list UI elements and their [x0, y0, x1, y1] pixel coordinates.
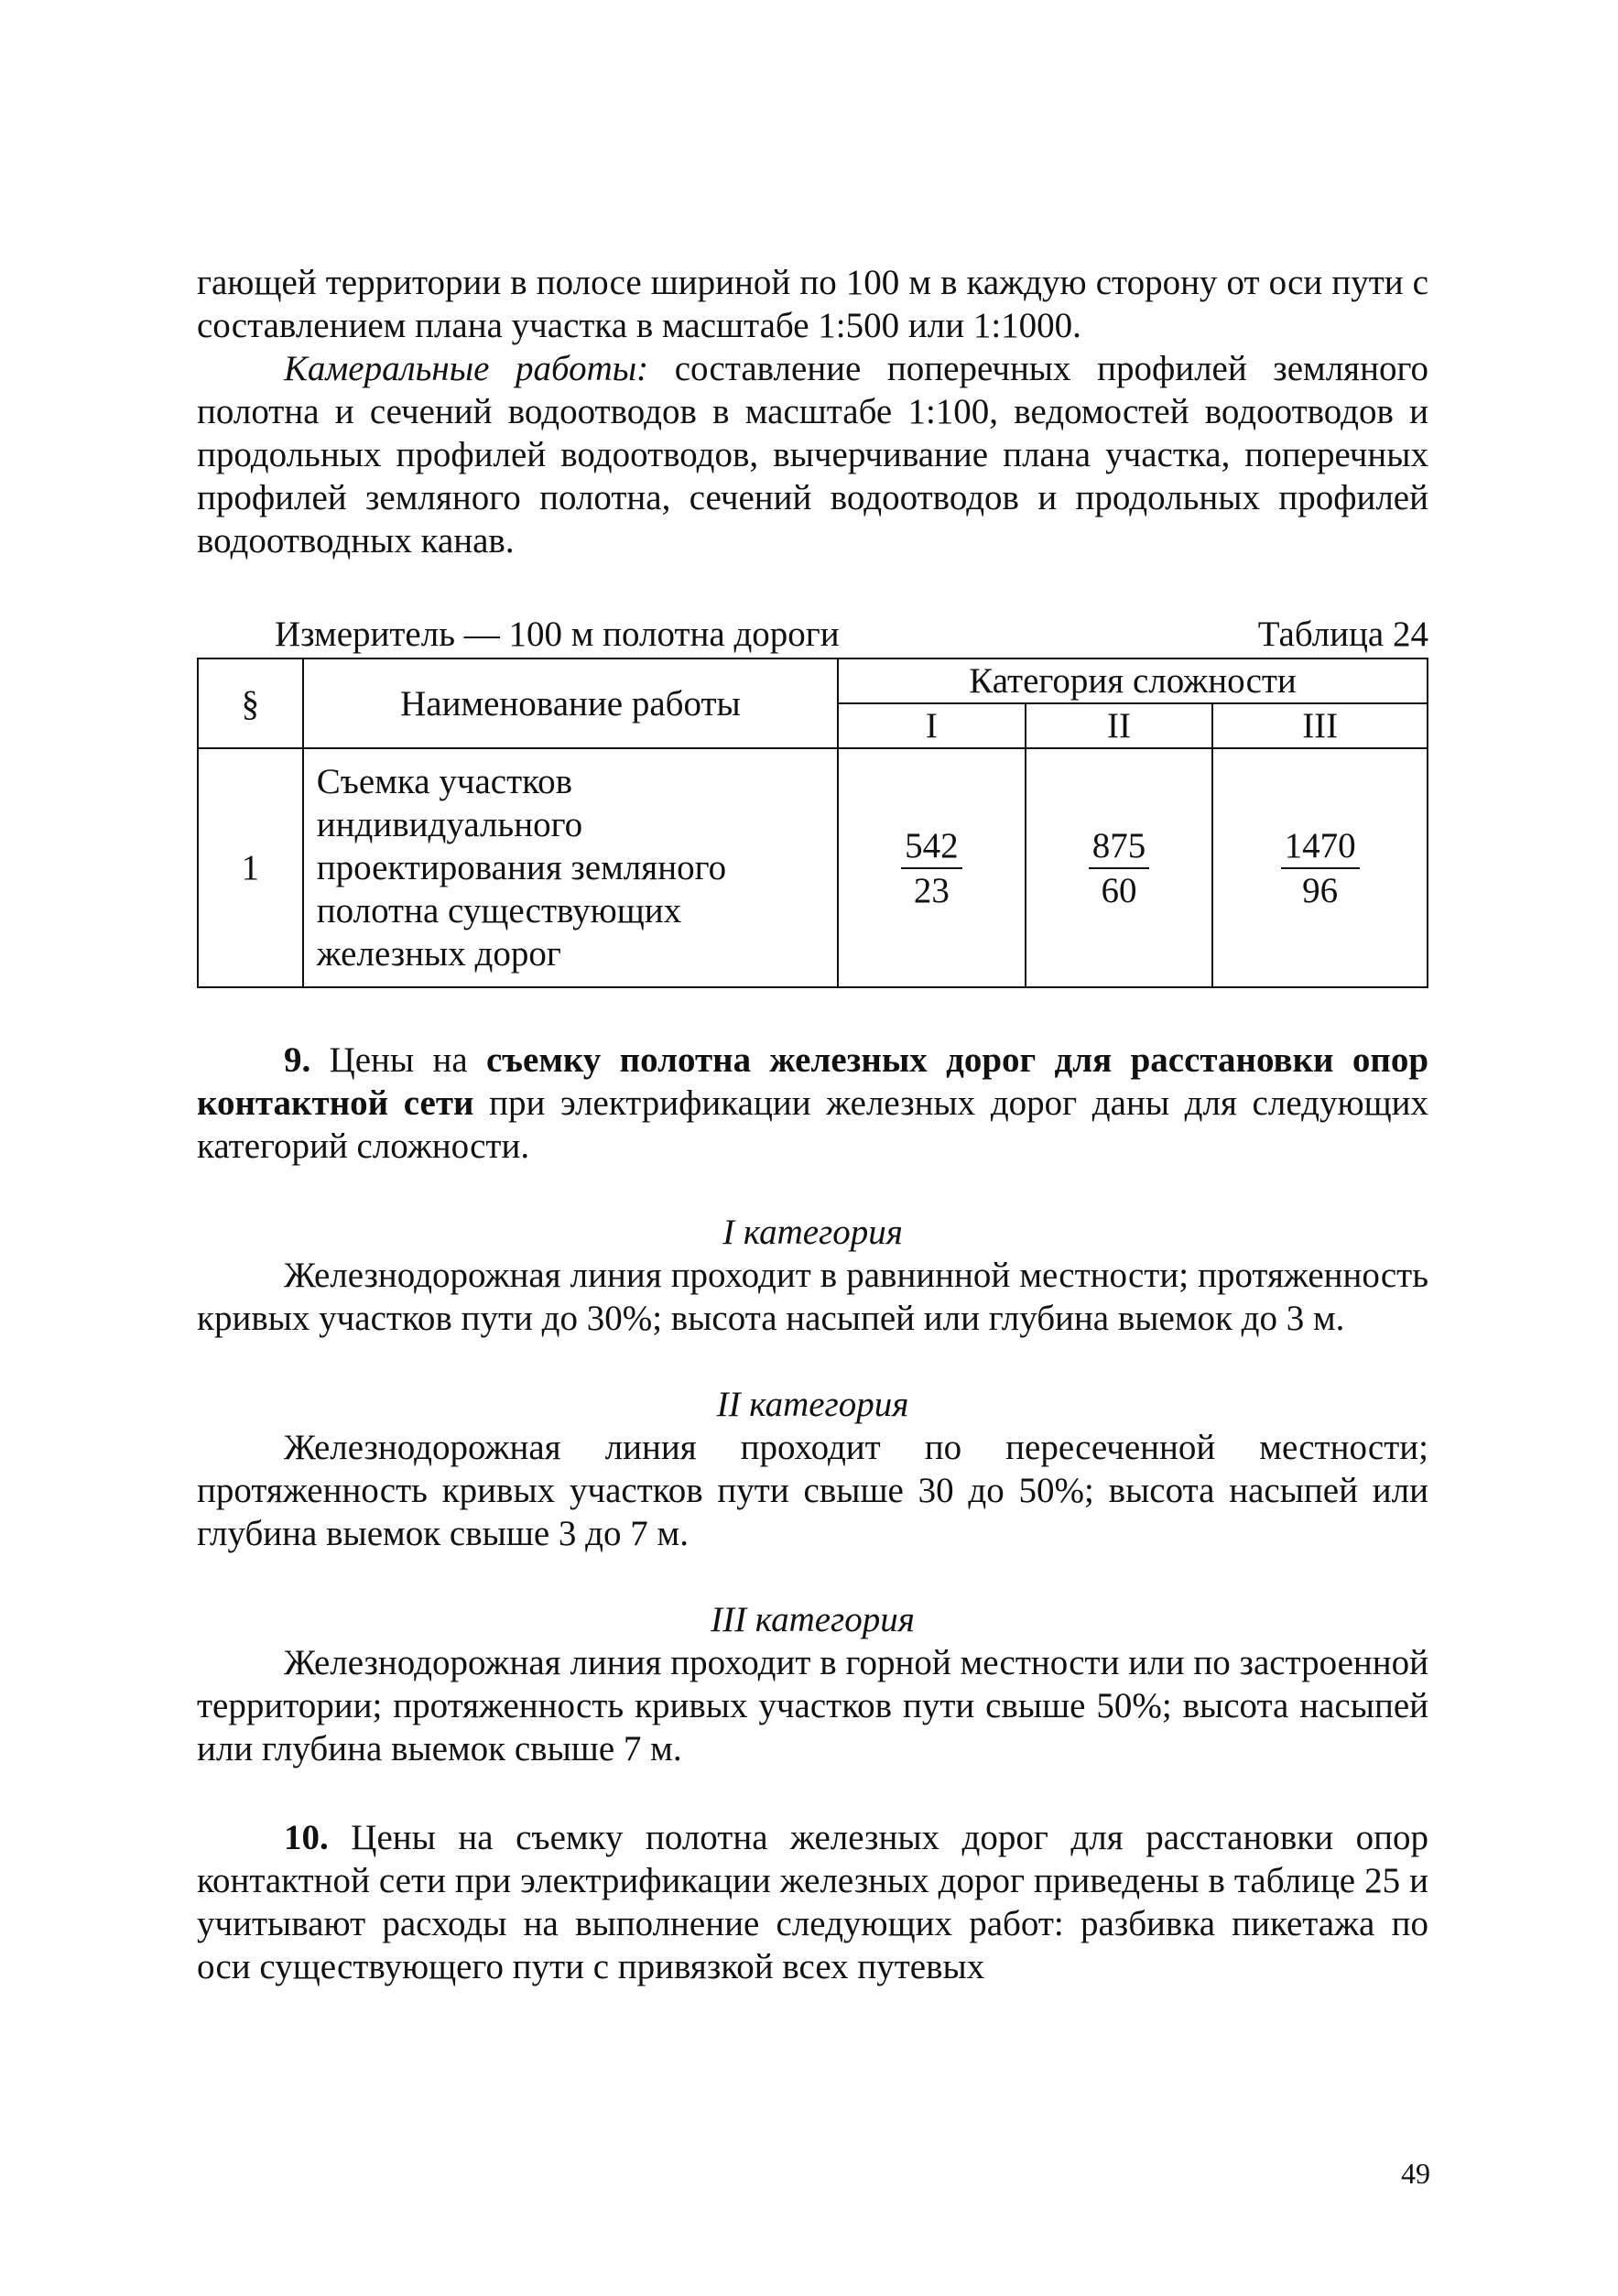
header-category: Категория сложности: [838, 658, 1428, 703]
section-9-number: 9.: [284, 1040, 311, 1080]
office-work-paragraph: [197, 347, 1428, 562]
category-2-text: Железнодорожная линия проходит по пересеченной местности; протяженность кривых участков пути свыше 30 до 50%; высота насыпей или глубина выемок свыше 3 до 7 м.: [197, 1428, 1428, 1553]
office-work-text: составление поперечных профилей земляного полотна и сечений водоотводов в масштабе 1:100, ведомостей водоотводов и продольных профилей водоотводов, вычерчивание плана участка, поперечных профилей земляного полотна, сечений водоотводов и продольных профилей водоотводных канав.: [197, 349, 1428, 560]
header-cat-2: II: [1026, 703, 1213, 748]
price-denominator: 96: [1302, 870, 1339, 910]
section-10-paragraph: [197, 1816, 1428, 1988]
table-row: [198, 748, 1428, 987]
category-1-text: Железнодорожная линия проходит в равнинной местности; протяженность кривых участков пути до 30%; высота насыпей или глубина выемок до 3 м.: [197, 1256, 1428, 1338]
intro-text: гающей территории в полосе шириной по 100 м в каждую сторону от оси пути с составлением плана участка в масштабе 1:500 или 1:1000.: [197, 263, 1428, 345]
price-fraction: [1089, 824, 1150, 912]
section-9-bold-text: съемку полотна железных дорог для расстановки опор контактной сети: [197, 1040, 1429, 1123]
page-number: 49: [1401, 2157, 1430, 2190]
table-number: Таблица 24: [1257, 615, 1428, 654]
office-work-label: Камеральные работы:: [284, 349, 649, 388]
header-work-name: Наименование работы: [303, 658, 838, 748]
price-fraction: [901, 824, 962, 912]
section-9-paragraph: [197, 1039, 1428, 1168]
price-numerator: 875: [1089, 824, 1150, 869]
header-section: §: [198, 658, 303, 748]
row-number: 1: [198, 748, 303, 987]
intro-paragraph: [197, 261, 1428, 347]
category-3-heading: III категория: [711, 1600, 915, 1639]
table-caption: [197, 613, 1428, 656]
row-work-name: Съемка участков индивидуального проектирования земляного полотна существующих железных дорог: [303, 748, 838, 987]
value-cell-cat-2: [1026, 748, 1213, 987]
price-fraction: [1281, 824, 1360, 912]
table-meter: Измеритель — 100 м полотна дороги: [275, 615, 840, 654]
table-24: [197, 658, 1428, 988]
header-cat-1: I: [838, 703, 1026, 748]
section-10-text: Цены на съемку полотна железных дорог для расстановки опор контактной сети при электрификации железных дорог приведены в таблице 25 и учитывают расходы на выполнение следующих работ: разбивка пикетажа по оси существующего пути с привязкой всех путевых: [197, 1818, 1428, 1986]
value-cell-cat-3: [1212, 748, 1428, 987]
header-cat-3: III: [1212, 703, 1428, 748]
price-denominator: 23: [913, 870, 950, 910]
price-numerator: 1470: [1281, 824, 1360, 869]
section-10-number: 10.: [284, 1818, 329, 1857]
price-denominator: 60: [1101, 870, 1137, 910]
value-cell-cat-1: [838, 748, 1026, 987]
price-numerator: 542: [901, 824, 962, 869]
category-2-heading: II категория: [716, 1385, 909, 1424]
section-9-text-2: при электрификации железных дорог даны для следующих категорий сложности.: [197, 1083, 1428, 1166]
section-9-text-1: Цены на: [310, 1040, 486, 1080]
category-1-heading: I категория: [722, 1213, 903, 1252]
category-3-text: Железнодорожная линия проходит в горной местности или по застроенной территории; протяженность кривых участков пути свыше 50%; высота насыпей или глубина выемок свыше 7 м.: [197, 1643, 1428, 1768]
page-content: [197, 261, 1428, 1988]
